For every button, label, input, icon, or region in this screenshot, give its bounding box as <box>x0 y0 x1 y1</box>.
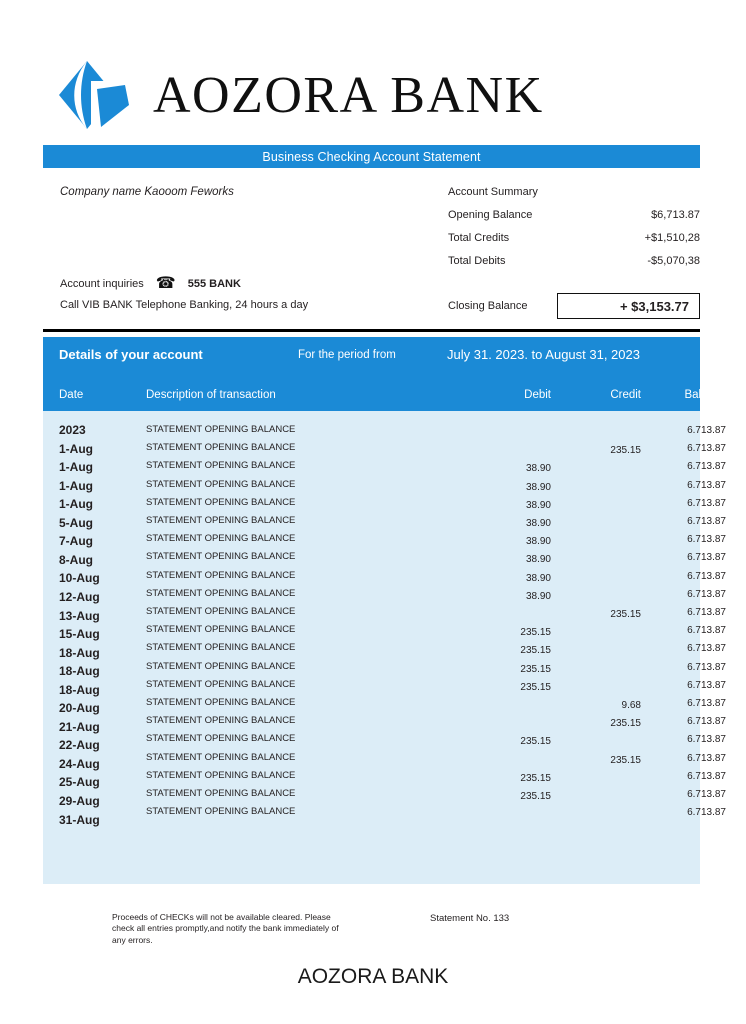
cell-date: 12-Aug <box>59 589 100 604</box>
footer-brand-wordmark: AOZORA BANK <box>297 965 449 988</box>
cell-balance: 6.713.87 <box>687 516 726 527</box>
cell-credit: 235.15 <box>610 754 641 766</box>
summary-row-total-credits <box>448 232 700 244</box>
cell-description: STATEMENT OPENING BALANCE <box>146 587 296 599</box>
cell-balance: 6.713.87 <box>687 698 726 709</box>
cell-balance: 6.713.87 <box>687 770 726 782</box>
cell-debit: 235.15 <box>520 663 551 675</box>
details-title: Details of your account <box>59 347 203 362</box>
fine-print-note: Proceeds of CHECKs will not be available cleared. Please check all entries promptly,and notify the bank immediately of any errors. <box>112 912 339 945</box>
cell-date: 18-Aug <box>59 645 100 660</box>
cell-date: 1-Aug <box>59 441 93 456</box>
account-inquiries <box>60 276 241 292</box>
summary-value: -$5,070,38 <box>647 255 700 267</box>
cell-balance: 6.713.87 <box>687 752 726 764</box>
period-value: July 31. 2023. to August 31, 2023 <box>447 347 640 362</box>
cell-date: 5-Aug <box>59 515 93 530</box>
cell-debit: 38.90 <box>525 572 551 584</box>
account-inquiries-label: Account inquiries <box>60 278 144 290</box>
column-header-balance: Balance <box>684 389 726 401</box>
summary-label: Total Credits <box>448 232 510 244</box>
cell-date: 22-Aug <box>59 738 100 753</box>
cell-balance: 6.713.87 <box>687 552 726 564</box>
cell-debit: 38.90 <box>525 554 551 566</box>
summary-row-opening-balance <box>448 209 700 221</box>
closing-balance-row <box>448 293 700 319</box>
cell-date: 8-Aug <box>59 552 93 567</box>
cell-balance: 6.713.87 <box>687 461 726 473</box>
cell-date: 18-Aug <box>59 664 100 679</box>
closing-balance-value: + $3,153.77 <box>557 293 700 319</box>
cell-date: 18-Aug <box>59 682 100 697</box>
cell-debit: 235.15 <box>520 736 551 748</box>
cell-balance: 6.713.87 <box>687 679 726 691</box>
cell-balance: 6.713.87 <box>687 807 726 819</box>
cell-date: 13-Aug <box>59 608 100 623</box>
cell-credit: 9.68 <box>621 700 641 711</box>
cell-balance: 6.713.87 <box>687 534 726 546</box>
period-label: For the period from <box>298 349 396 361</box>
cell-description: STATEMENT OPENING BALANCE <box>146 678 296 690</box>
cell-description: STATEMENT OPENING BALANCE <box>146 442 296 454</box>
summary-row-total-debits <box>448 255 700 267</box>
cell-credit: 235.15 <box>610 718 641 730</box>
column-header-date: Date <box>59 389 84 401</box>
cell-description: STATEMENT OPENING BALANCE <box>146 788 296 799</box>
account-summary <box>448 186 700 278</box>
cell-debit: 235.15 <box>520 627 551 639</box>
cell-balance: 6.713.87 <box>687 789 726 800</box>
cell-date: 15-Aug <box>59 627 100 642</box>
cell-balance: 6.713.87 <box>687 716 726 728</box>
brand-wordmark: AOZORA BANK <box>153 66 544 124</box>
cell-debit: 38.90 <box>525 590 551 602</box>
transactions-table <box>43 411 726 884</box>
cell-balance: 6.713.87 <box>687 479 726 491</box>
cell-description: STATEMENT OPENING BALANCE <box>146 460 296 472</box>
cell-description: STATEMENT OPENING BALANCE <box>146 515 296 526</box>
cell-balance: 6.713.87 <box>687 425 726 436</box>
cell-balance: 6.713.87 <box>687 570 726 582</box>
cell-date: 24-Aug <box>59 756 100 771</box>
cell-description: STATEMENT OPENING BALANCE <box>146 697 296 708</box>
summary-value: +$1,510,28 <box>644 232 700 244</box>
cell-date: 2023 <box>59 423 86 437</box>
cell-description: STATEMENT OPENING BALANCE <box>146 624 296 636</box>
cell-date: 1-Aug <box>59 478 93 493</box>
account-summary-title: Account Summary <box>448 186 538 198</box>
cell-date: 10-Aug <box>59 571 100 586</box>
cell-description: STATEMENT OPENING BALANCE <box>146 715 296 727</box>
cell-debit: 235.15 <box>520 791 551 802</box>
aozora-diamond-logo-icon <box>57 59 131 131</box>
cell-balance: 6.713.87 <box>687 734 726 746</box>
details-header <box>43 337 726 411</box>
summary-value: $6,713.87 <box>651 209 700 221</box>
cell-balance: 6.713.87 <box>687 661 726 673</box>
cell-date: 1-Aug <box>59 497 93 512</box>
cell-date: 31-Aug <box>59 812 100 827</box>
closing-balance-label: Closing Balance <box>448 300 528 312</box>
cell-description: STATEMENT OPENING BALANCE <box>146 806 296 818</box>
cell-date: 29-Aug <box>59 794 100 808</box>
cell-debit: 38.90 <box>525 481 551 493</box>
cell-balance: 6.713.87 <box>687 625 726 637</box>
column-header-debit: Debit <box>524 389 551 401</box>
cell-description: STATEMENT OPENING BALANCE <box>146 733 296 745</box>
company-name: Company name Kaooom Feworks <box>60 186 234 198</box>
summary-label: Opening Balance <box>448 209 533 221</box>
cell-debit: 38.90 <box>525 518 551 529</box>
cell-balance: 6.713.87 <box>687 607 726 618</box>
cell-debit: 38.90 <box>525 536 551 548</box>
cell-date: 1-Aug <box>59 460 93 475</box>
cell-description: STATEMENT OPENING BALANCE <box>146 424 296 435</box>
cell-description: STATEMENT OPENING BALANCE <box>146 606 296 617</box>
telephone-icon: ☎ <box>155 275 176 292</box>
statement-number: Statement No. 133 <box>430 913 510 924</box>
cell-balance: 6.713.87 <box>687 497 726 509</box>
cell-description: STATEMENT OPENING BALANCE <box>146 551 296 563</box>
cell-debit: 38.90 <box>525 463 551 475</box>
column-header-description: Description of transaction <box>146 389 276 401</box>
cell-description: STATEMENT OPENING BALANCE <box>146 533 296 545</box>
cell-description: STATEMENT OPENING BALANCE <box>146 660 296 672</box>
cell-date: 25-Aug <box>59 775 100 790</box>
cell-debit: 235.15 <box>520 772 551 784</box>
cell-description: STATEMENT OPENING BALANCE <box>146 496 296 508</box>
cell-date: 20-Aug <box>59 701 100 716</box>
brand-header <box>43 55 703 135</box>
statement-title-band: Business Checking Account Statement <box>43 145 700 168</box>
cell-date: 21-Aug <box>59 719 100 734</box>
cell-credit: 235.15 <box>610 445 641 457</box>
cell-balance: 6.713.87 <box>687 588 726 600</box>
cell-credit: 235.15 <box>610 609 641 620</box>
section-divider <box>43 329 700 332</box>
inquiries-phone-number: 555 BANK <box>187 278 241 290</box>
cell-balance: 6.713.87 <box>687 443 726 455</box>
cell-balance: 6.713.87 <box>687 643 726 655</box>
summary-label: Total Debits <box>448 255 506 267</box>
cell-description: STATEMENT OPENING BALANCE <box>146 478 296 490</box>
cell-description: STATEMENT OPENING BALANCE <box>146 751 296 763</box>
cell-debit: 38.90 <box>525 499 551 511</box>
cell-debit: 235.15 <box>520 645 551 657</box>
cell-description: STATEMENT OPENING BALANCE <box>146 642 296 654</box>
cell-description: STATEMENT OPENING BALANCE <box>146 569 296 581</box>
cell-description: STATEMENT OPENING BALANCE <box>146 769 296 781</box>
column-header-credit: Credit <box>610 389 641 401</box>
telephone-banking-note: Call VIB BANK Telephone Banking, 24 hours a day <box>60 299 309 311</box>
cell-debit: 235.15 <box>520 681 551 693</box>
cell-date: 7-Aug <box>59 534 93 549</box>
